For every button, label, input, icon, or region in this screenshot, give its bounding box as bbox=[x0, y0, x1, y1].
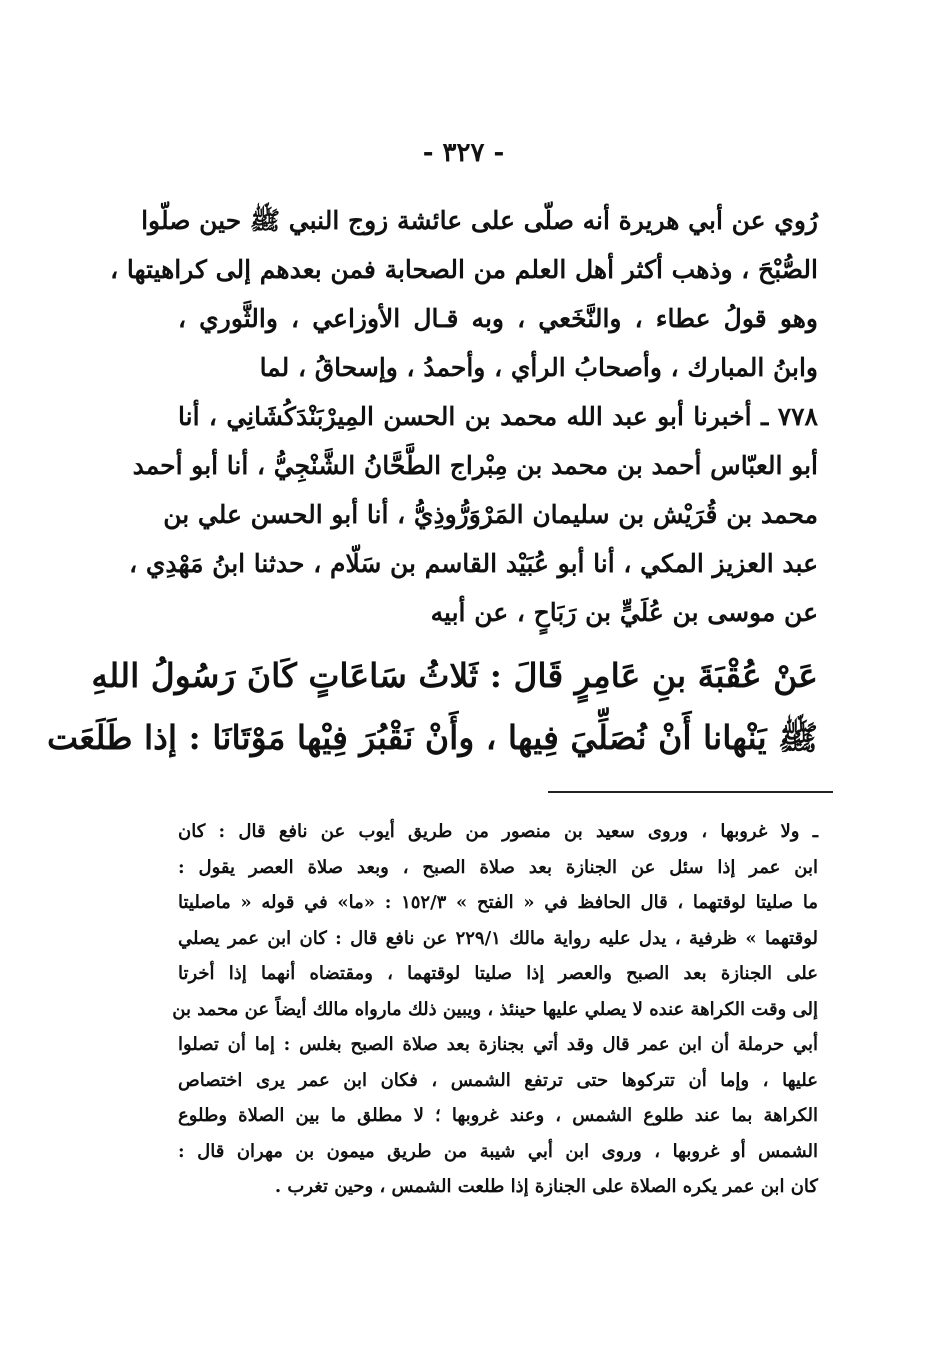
footnote-line: ـ ولا غروبها ، وروى سعيد بن منصور من طريق أيوب عن نافع قال : كان bbox=[178, 821, 818, 842]
hadith-line: ﷺ يَنْهانا أَنْ نُصَلِّيَ فِيها ، وأَنْ نَقْبُرَ فِيْها مَوْتَانَا : إذا طَلَعَت bbox=[47, 718, 818, 757]
text-line: عن موسى بن عُلَيٍّ بن رَبَاحٍ ، عن أبيه bbox=[430, 598, 818, 627]
footnote bbox=[172, 814, 818, 1205]
footnote-line: لوقتهما » ظرفية ، يدل عليه رواية مالك ٢٢٩/١ عن نافع قال : كان ابن عمر يصلي bbox=[178, 927, 818, 949]
footnote-line: كان ابن عمر يكره الصلاة على الجنازة إذا طلعت الشمس ، وحين تغرب . bbox=[274, 1176, 818, 1197]
paragraph-isnad bbox=[129, 392, 818, 637]
footnote-line: الشمس أو غروبها ، وروى ابن أبي شيبة من طريق ميمون بن مهران قال : bbox=[178, 1140, 818, 1162]
footnote-line: أبي حرملة أن ابن عمر قال وقد أتي بجنازة بعد صلاة الصبح بغلس : إما أن تصلوا bbox=[178, 1034, 818, 1055]
footnote-line: إلى وقت الكراهة عنده لا يصلي عليها حينئذ ، ويبين ذلك مارواه مالك أيضاً عن محمد بن bbox=[172, 998, 818, 1020]
page-number: - ٣٢٧ - bbox=[422, 138, 505, 168]
footnote-line: ابن عمر إذا سئل عن الجنازة بعد صلاة الصبح ، وبعد صلاة العصر يقول : bbox=[178, 856, 818, 878]
text-line: أبو العبّاس أحمد بن محمد بن مِبْراج الطَّحَّانُ الشَّنْجِيُّ ، أنا أبو أحمد bbox=[132, 451, 818, 480]
text-line: وهو قولُ عطاء ، والنَّخَعي ، وبه قـال الأوزاعي ، والثَّوري ، bbox=[178, 304, 818, 333]
text-line: الصُّبْحَ ، وذهب أكثر أهل العلم من الصحابة فمن بعدهم إلى كراهيتها ، bbox=[110, 255, 818, 284]
footnote-line: على الجنازة بعد الصبح والعصر إذا صليتا لوقتهما ، ومقتضاه أنهما إذا أخرتا bbox=[178, 963, 818, 984]
hadith-line: عَنْ عُقْبَةَ بنِ عَامِرٍ قَالَ : ثَلاثُ سَاعَاتٍ كَانَ رَسُولُ اللهِ bbox=[91, 656, 818, 695]
text-line: ٧٧٨ ـ أخبرنا أبو عبد الله محمد بن الحسن المِيرْبَنْدَكُشَانِي ، أنا bbox=[178, 402, 818, 431]
hadith-text bbox=[47, 645, 818, 769]
paragraph-narrations bbox=[110, 196, 818, 392]
text-line: عبد العزيز المكي ، أنا أبو عُبَيْد القاسم بن سَلّام ، حدثنا ابنُ مَهْدِي ، bbox=[129, 549, 818, 578]
footnote-line: ما صليتا لوقتهما ، قال الحافظ في « الفتح » ١٥٢/٣ : «ما» في قوله « ماصليتا bbox=[178, 892, 818, 913]
text-line: رُوي عن أبي هريرة أنه صلّى على عائشة زوج النبي ﷺ حين صلّوا bbox=[141, 206, 818, 235]
footnote-line: الكراهة بما عند طلوع الشمس ، وعند غروبها ؛ لا مطلق ما بين الصلاة وطلوع bbox=[178, 1105, 818, 1126]
footnote-divider bbox=[548, 791, 833, 793]
text-line: وابنُ المبارك ، وأصحابُ الرأي ، وأحمدُ ، وإسحاقُ ، لما bbox=[259, 353, 818, 382]
text-line: محمد بن قُرَيْش بن سليمان المَرْوَرُّوذِيُّ ، أنا أبو الحسن علي بن bbox=[163, 500, 818, 529]
footnote-line: عليها ، وإما أن تتركوها حتى ترتفع الشمس ، فكان ابن عمر يرى اختصاص bbox=[178, 1069, 818, 1091]
